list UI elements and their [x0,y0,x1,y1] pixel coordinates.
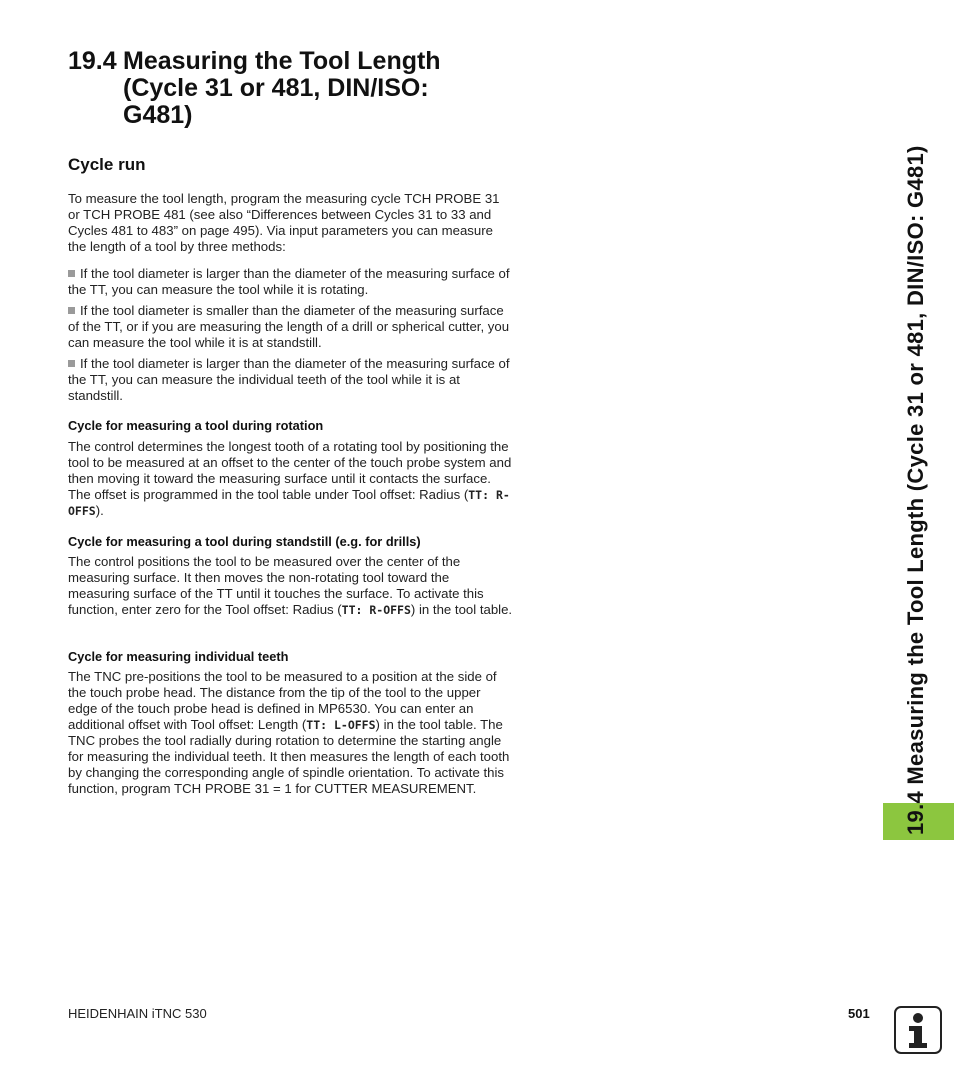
bullet-square-icon [68,307,75,314]
info-icon [894,1006,942,1054]
title-line-2: (Cycle 31 or 481, DIN/ISO: [123,74,429,102]
code-tt-l-offs: TT: L-OFFS [306,718,376,732]
rotation-heading: Cycle for measuring a tool during rotation [68,418,324,433]
method-list [68,266,513,409]
list-item: If the tool diameter is larger than the diameter of the measuring surface of the TT, you can measure the individual teeth of the tool while it is at standstill. [68,356,510,403]
section-number: 19.4 [68,47,117,75]
page-title [68,48,508,129]
teeth-paragraph: The TNC pre-positions the tool to be measured to a position at the side of the touch probe head. The distance from the tip of the tool to the upper edge of the touch probe head is defined in MP6530. You can enter an additional offset with Tool offset: Length (TT: L-OFFS) in the tool table. The TNC probes the tool radially during rotation to determine the starting angle for measuring the individual teeth. It then measures the length of each tooth by changing the corresponding angle of spindle orientation. To activate this function, program TCH PROBE 31 = 1 for CUTTER MEASUREMENT. [68,669,510,796]
rotation-paragraph: The control determines the longest tooth of a rotating tool by positioning the tool to be measured at an offset to the center of the touch probe system and then moving it toward the measuring surface until it contacts the surface. The offset is programmed in the tool table under Tool offset: Radius (TT: R-OFFS). [68,439,512,518]
list-item: If the tool diameter is larger than the diameter of the measuring surface of the TT, you can measure the tool while it is rotating. [68,266,510,297]
standstill-heading: Cycle for measuring a tool during standstill (e.g. for drills) [68,534,421,549]
section-heading: Cycle run [68,155,146,174]
title-line-3: G481) [123,101,193,129]
bullet-square-icon [68,360,75,367]
teeth-heading: Cycle for measuring individual teeth [68,649,289,664]
page-number: 501 [848,1006,870,1021]
list-item: If the tool diameter is smaller than the diameter of the measuring surface of the TT, or if you are measuring the length of a drill or spherical cutter, you can measure the tool while it is at standstill. [68,303,510,350]
code-tt-r-offs: TT: R-OFFS [341,603,411,617]
intro-paragraph: To measure the tool length, program the measuring cycle TCH PROBE 31 or TCH PROBE 481 (see also “Differences between Cycles 31 to 33 and Cycles 481 to 483” on page 495). Via input parameters you can measure the length of a tool by three methods: [68,191,500,254]
code-tt-r-offs: TT: R-OFFS [68,488,510,518]
side-chapter-title: 19.4 Measuring the Tool Length (Cycle 31 or 481, DIN/ISO: G481) [903,145,928,835]
title-line-1: Measuring the Tool Length [123,47,441,75]
footer-manual-name: HEIDENHAIN iTNC 530 [68,1006,207,1021]
bullet-square-icon [68,270,75,277]
standstill-paragraph: The control positions the tool to be measured over the center of the measuring surface. It then moves the non-rotating tool toward the measuring surface of the TT until it touches the surface. To activate this function, enter zero for the Tool offset: Radius (TT: R-OFFS) in the tool table. [68,554,513,617]
